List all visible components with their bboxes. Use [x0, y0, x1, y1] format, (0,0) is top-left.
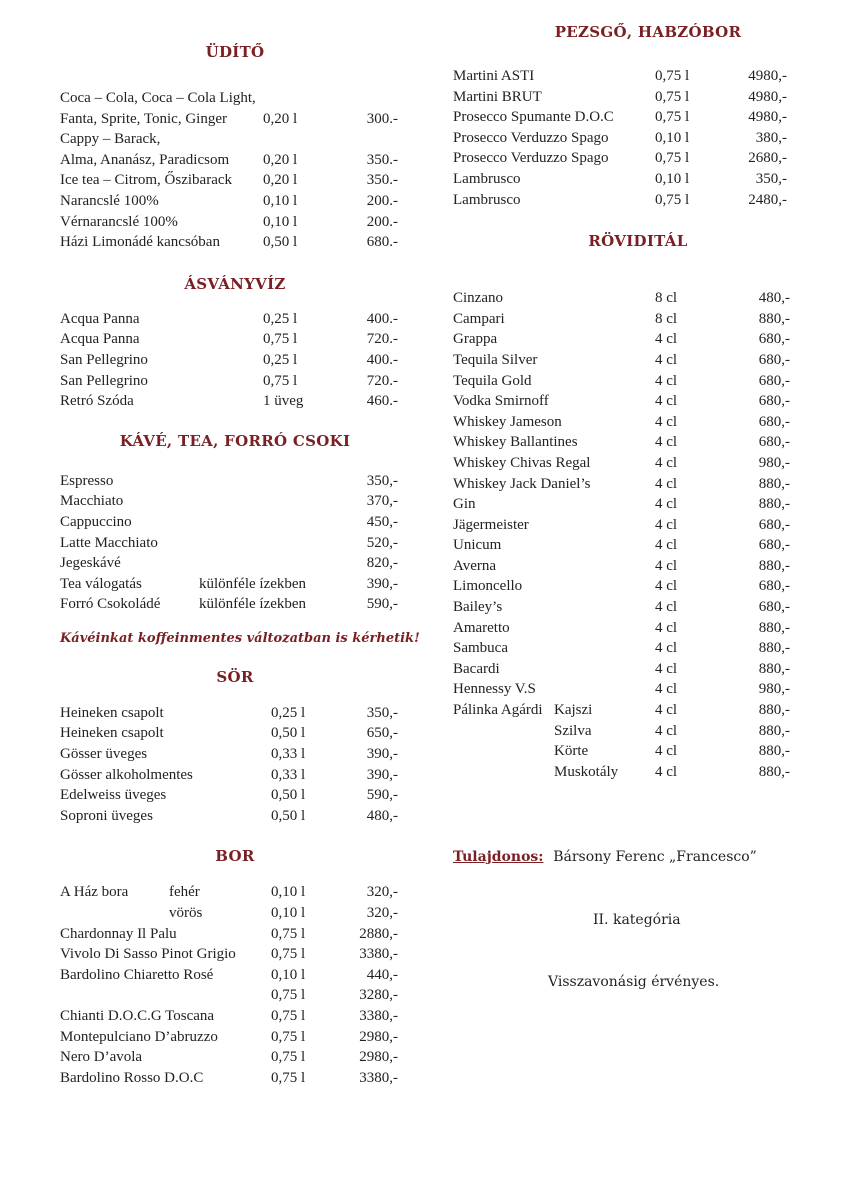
- menu-row-name: Chianti D.O.C.G Toscana: [60, 1008, 215, 1024]
- menu-row: [453, 762, 803, 783]
- menu-row-name: Prosecco Verduzzo Spago: [453, 150, 609, 167]
- menu-row-price: 880,-: [758, 640, 790, 657]
- menu-row: [453, 309, 803, 330]
- menu-row-qty: 4 cl: [655, 434, 678, 451]
- menu-row-qty: különféle ízekben: [199, 575, 307, 592]
- menu-row-qty: 0,75 l: [655, 109, 690, 126]
- menu-row-name: Vivolo Di Sasso Pinot Grigio: [60, 946, 236, 963]
- menu-row-qty: 0,10 l: [271, 884, 306, 901]
- validity-text: Visszavonásig érvényes.: [548, 974, 720, 991]
- menu-row: [60, 806, 410, 827]
- menu-row: [453, 741, 803, 762]
- menu-row-price: 980,-: [758, 681, 790, 698]
- menu-row-name: Campari: [453, 310, 505, 327]
- menu-row: [453, 597, 803, 618]
- menu-row: [453, 618, 803, 639]
- menu-row-name: Limoncello: [453, 578, 523, 595]
- menu-row-sub: Körte: [554, 743, 589, 760]
- menu-row: [60, 1006, 410, 1027]
- menu-row-name: Averna: [453, 557, 497, 574]
- menu-row-price: 200.-: [366, 192, 398, 209]
- menu-row-name: Cappuccino: [60, 513, 132, 530]
- menu-row-price: 680,-: [758, 516, 790, 533]
- menu-row-price: 200.-: [366, 213, 398, 230]
- menu-row-name: Whiskey Jack Daniel’s: [453, 475, 591, 492]
- menu-row-name: Bacardi: [453, 660, 500, 677]
- menu-row-price: 880,-: [758, 763, 790, 780]
- menu-row-price: 4980,-: [748, 109, 787, 126]
- menu-row: [60, 309, 410, 330]
- menu-row-qty: 4 cl: [655, 393, 678, 410]
- menu-row-price: 450,-: [366, 513, 398, 530]
- menu-row-name: Lambrusco: [453, 170, 521, 187]
- rovidital-heading: RÖVIDITÁL: [588, 232, 688, 251]
- menu-row: [453, 190, 803, 211]
- menu-row: [453, 515, 803, 536]
- menu-row-qty: 0,10 l: [271, 966, 306, 983]
- menu-row-price: 590,-: [366, 596, 398, 613]
- menu-row-price: 300.-: [366, 110, 398, 127]
- menu-row-qty: 4 cl: [655, 599, 678, 616]
- menu-row-name: Whiskey Chivas Regal: [453, 454, 591, 471]
- menu-row-name: Acqua Panna: [60, 310, 140, 327]
- menu-row-price: 720.-: [366, 372, 398, 389]
- menu-row: [60, 109, 410, 130]
- menu-row-qty: 0,75 l: [263, 331, 298, 348]
- menu-row: [60, 1047, 410, 1068]
- owner-label: Tulajdonos:: [453, 849, 544, 866]
- menu-row-name: Heineken csapolt: [60, 725, 164, 742]
- menu-row-name: Jegeskávé: [60, 555, 121, 572]
- menu-row-name: A Ház bora: [60, 884, 129, 901]
- menu-row-name: Jägermeister: [453, 516, 529, 533]
- menu-row: [60, 785, 410, 806]
- menu-row-name: Acqua Panna: [60, 331, 140, 348]
- menu-row: [453, 453, 803, 474]
- menu-row-qty: 4 cl: [655, 413, 678, 430]
- menu-row-qty: 0,20 l: [263, 110, 298, 127]
- menu-row-name: Soproni üveges: [60, 807, 153, 824]
- menu-row-qty: 0,75 l: [263, 372, 298, 389]
- menu-row-name: Nero D’avola: [60, 1049, 143, 1066]
- menu-row-qty: 4 cl: [655, 475, 678, 492]
- owner-name: Bársony Ferenc „Francesco”: [553, 849, 757, 866]
- menu-row-name: San Pellegrino: [60, 372, 148, 389]
- menu-row-name: Sambuca: [453, 640, 508, 657]
- menu-row-qty: 0,50 l: [263, 234, 298, 251]
- menu-row-qty: 4 cl: [655, 722, 678, 739]
- menu-row-qty: 4 cl: [655, 331, 678, 348]
- menu-row-qty: 4 cl: [655, 557, 678, 574]
- menu-row-qty: 4 cl: [655, 351, 678, 368]
- menu-row: [453, 329, 803, 350]
- menu-row-qty: 0,10 l: [655, 170, 690, 187]
- sor-heading: SÖR: [216, 667, 254, 686]
- menu-row-price: 320,-: [366, 905, 398, 922]
- menu-row-price: 880,-: [758, 496, 790, 513]
- menu-row-qty: 8 cl: [655, 290, 678, 307]
- menu-row-qty: különféle ízekben: [199, 596, 307, 613]
- menu-row: [453, 87, 803, 108]
- menu-row-price: 320,-: [366, 884, 398, 901]
- menu-row-name: Hennessy V.S: [453, 681, 536, 698]
- menu-row: [453, 350, 803, 371]
- menu-row-name: Whiskey Ballantines: [453, 434, 578, 451]
- menu-row: [453, 576, 803, 597]
- menu-row-qty: 4 cl: [655, 454, 678, 471]
- menu-row-name: Whiskey Jameson: [453, 413, 562, 430]
- menu-row-price: 4980,-: [748, 88, 787, 105]
- menu-row-price: 380,-: [755, 129, 787, 146]
- menu-row-name: Unicum: [453, 537, 502, 554]
- bor-heading: BOR: [215, 847, 255, 866]
- menu-row-price: 440,-: [366, 966, 398, 983]
- menu-row-price: 3380,-: [359, 1069, 398, 1086]
- menu-row: [453, 535, 803, 556]
- menu-row-qty: 0,25 l: [263, 351, 298, 368]
- menu-row-price: 880,-: [758, 310, 790, 327]
- menu-row-name: Bardolino Rosso D.O.C: [60, 1069, 204, 1086]
- menu-row-name: Fanta, Sprite, Tonic, Ginger: [60, 110, 227, 127]
- menu-row-price: 880,-: [758, 702, 790, 719]
- menu-row-price: 650,-: [366, 725, 398, 742]
- menu-row: [60, 391, 410, 412]
- menu-row-qty: 0,75 l: [271, 925, 306, 942]
- menu-row-price: 680,-: [758, 351, 790, 368]
- menu-row: [453, 659, 803, 680]
- menu-row-price: 2880,-: [359, 925, 398, 942]
- menu-row: [453, 371, 803, 392]
- menu-row-name: Martini BRUT: [453, 88, 542, 105]
- menu-row-qty: 0,25 l: [263, 310, 298, 327]
- menu-row: [60, 212, 410, 233]
- menu-row-sub: fehér: [169, 884, 200, 901]
- menu-row-qty: 0,75 l: [271, 946, 306, 963]
- menu-row-qty: 0,10 l: [263, 213, 298, 230]
- menu-row: [60, 533, 410, 554]
- menu-row: [60, 744, 410, 765]
- menu-row: [60, 723, 410, 744]
- menu-row-qty: 0,75 l: [271, 1069, 306, 1086]
- menu-row-name: Vodka Smirnoff: [453, 393, 549, 410]
- menu-row: [60, 150, 410, 171]
- menu-row-qty: 0,10 l: [263, 192, 298, 209]
- asvanyviz-heading: ÁSVÁNYVÍZ: [184, 274, 286, 293]
- menu-row-name: Grappa: [453, 331, 498, 348]
- menu-row-price: 390,-: [366, 575, 398, 592]
- menu-row-name: Coca – Cola, Coca – Cola Light,: [60, 90, 256, 106]
- menu-row-price: 880,-: [758, 660, 790, 677]
- menu-row-price: 480,-: [758, 290, 790, 307]
- menu-row-price: 390,-: [366, 766, 398, 783]
- menu-row-price: 680,-: [758, 372, 790, 389]
- pezsgo-heading: PEZSGŐ, HABZÓBOR: [554, 23, 742, 41]
- menu-row: [60, 944, 410, 965]
- menu-row: [453, 107, 803, 128]
- menu-row-qty: 4 cl: [655, 702, 678, 719]
- menu-row: [453, 169, 803, 190]
- menu-row-price: 350.-: [366, 172, 398, 189]
- menu-row: [453, 412, 803, 433]
- menu-row-price: 2980,-: [359, 1028, 398, 1045]
- menu-row-name: Ice tea – Citrom, Őszibarack: [60, 172, 233, 189]
- menu-row-price: 350,-: [366, 704, 398, 721]
- menu-row-qty: 4 cl: [655, 496, 678, 513]
- menu-row-price: 2980,-: [359, 1049, 398, 1066]
- menu-row-qty: 4 cl: [655, 516, 678, 533]
- menu-row: [60, 903, 410, 924]
- menu-row-price: 590,-: [366, 787, 398, 804]
- menu-row-sub: Muskotály: [554, 763, 619, 780]
- menu-row-name: San Pellegrino: [60, 351, 148, 368]
- menu-row-qty: 4 cl: [655, 743, 678, 760]
- menu-row: [60, 882, 410, 903]
- menu-row-price: 680.-: [366, 234, 398, 251]
- menu-row-price: 2480,-: [748, 191, 787, 208]
- menu-row: [453, 494, 803, 515]
- menu-row-qty: 0,75 l: [271, 1028, 306, 1045]
- menu-row: [60, 924, 410, 945]
- menu-row-name: Pálinka Agárdi: [453, 702, 543, 719]
- menu-row: [453, 391, 803, 412]
- menu-row-price: 4980,-: [748, 68, 787, 84]
- menu-row-price: 460.-: [366, 393, 398, 410]
- sor-list: [60, 703, 410, 827]
- menu-row-qty: 0,75 l: [655, 150, 690, 167]
- menu-row-qty: 0,10 l: [655, 129, 690, 146]
- menu-row-sub: Szilva: [554, 722, 592, 739]
- menu-row-price: 3380,-: [359, 1008, 398, 1024]
- menu-row: [60, 553, 410, 574]
- menu-row-name: Prosecco Spumante D.O.C: [453, 109, 614, 126]
- menu-row-name: Prosecco Verduzzo Spago: [453, 129, 609, 146]
- menu-row: [453, 679, 803, 700]
- menu-row-price: 680,-: [758, 578, 790, 595]
- menu-row: [60, 765, 410, 786]
- menu-row-qty: 4 cl: [655, 660, 678, 677]
- menu-row: [60, 170, 410, 191]
- menu-row-qty: 0,50 l: [271, 725, 306, 742]
- menu-row: [453, 700, 803, 721]
- owner-line: [453, 847, 803, 867]
- menu-row-price: 880,-: [758, 743, 790, 760]
- menu-row: [60, 129, 410, 150]
- menu-row-price: 520,-: [366, 534, 398, 551]
- menu-row-name: Edelweiss üveges: [60, 787, 167, 804]
- menu-row-qty: 4 cl: [655, 619, 678, 636]
- uditok-heading: ÜDÍTŐ: [205, 43, 265, 61]
- menu-row-qty: 0,20 l: [263, 172, 298, 189]
- menu-row-price: 980,-: [758, 454, 790, 471]
- menu-row-price: 400.-: [366, 310, 398, 327]
- menu-row-price: 3380,-: [359, 946, 398, 963]
- menu-row-qty: 4 cl: [655, 640, 678, 657]
- left-column: [60, 42, 420, 1088]
- menu-row-name: Gin: [453, 496, 476, 513]
- menu-row-qty: 0,75 l: [655, 191, 690, 208]
- menu-row-price: 350,-: [366, 472, 398, 489]
- decaf-note: Kávéinkat koffeinmentes változatban is kérhetik!: [60, 630, 420, 646]
- menu-row-name: Gösser alkoholmentes: [60, 766, 193, 783]
- bor-list: [60, 882, 410, 1088]
- menu-row-name: Macchiato: [60, 493, 124, 510]
- menu-row: [60, 350, 410, 371]
- pezsgo-list: [453, 66, 803, 210]
- menu-row-qty: 0,75 l: [655, 88, 690, 105]
- menu-row: [453, 432, 803, 453]
- menu-row: [60, 985, 410, 1006]
- menu-row: [453, 721, 803, 742]
- menu-row: [60, 329, 410, 350]
- menu-row: [453, 66, 803, 87]
- rovidital-list: [453, 288, 803, 782]
- menu-row-name: Bardolino Chiaretto Rosé: [60, 966, 214, 983]
- uditok-list: [60, 88, 410, 253]
- menu-row-price: 400.-: [366, 351, 398, 368]
- menu-row-price: 370,-: [366, 493, 398, 510]
- menu-row-qty: 0,10 l: [271, 905, 306, 922]
- menu-row: [60, 594, 410, 615]
- menu-row-price: 680,-: [758, 537, 790, 554]
- menu-row: [453, 288, 803, 309]
- right-column: [453, 22, 803, 992]
- menu-row-price: 680,-: [758, 413, 790, 430]
- menu-row-price: 880,-: [758, 619, 790, 636]
- menu-row-name: Narancslé 100%: [60, 192, 159, 209]
- menu-row-qty: 1 üveg: [263, 393, 304, 410]
- menu-row: [453, 148, 803, 169]
- menu-row-qty: 0,50 l: [271, 807, 306, 824]
- menu-row: [453, 638, 803, 659]
- menu-row: [60, 491, 410, 512]
- menu-row-qty: 0,20 l: [263, 151, 298, 168]
- menu-row-price: 680,-: [758, 331, 790, 348]
- kave-list: [60, 471, 410, 615]
- menu-row-name: Martini ASTI: [453, 68, 535, 84]
- menu-row-price: 480,-: [366, 807, 398, 824]
- menu-row-name: Gösser üveges: [60, 746, 148, 763]
- menu-row: [60, 1027, 410, 1048]
- menu-row-qty: 0,75 l: [271, 987, 306, 1004]
- menu-row-name: Lambrusco: [453, 191, 521, 208]
- menu-row-name: Bailey’s: [453, 599, 503, 616]
- menu-row: [60, 512, 410, 533]
- menu-row-name: Chardonnay Il Palu: [60, 925, 177, 942]
- menu-row: [60, 191, 410, 212]
- menu-row-price: 680,-: [758, 393, 790, 410]
- menu-row-name: Cappy – Barack,: [60, 131, 161, 148]
- menu-row-qty: 0,75 l: [271, 1049, 306, 1066]
- asvanyviz-list: [60, 309, 410, 412]
- menu-row-qty: 4 cl: [655, 681, 678, 698]
- menu-row-qty: 4 cl: [655, 763, 678, 780]
- menu-row-name: Espresso: [60, 472, 114, 489]
- menu-row: [453, 128, 803, 149]
- menu-row-price: 2680,-: [748, 150, 787, 167]
- menu-row-qty: 4 cl: [655, 537, 678, 554]
- menu-row-name: Vérnarancslé 100%: [60, 213, 178, 230]
- menu-row-sub: vörös: [169, 905, 203, 922]
- menu-row: [60, 471, 410, 492]
- category-text: II. kategória: [593, 912, 681, 929]
- menu-row-name: Latte Macchiato: [60, 534, 158, 551]
- menu-row: [60, 1068, 410, 1089]
- kave-heading: KÁVÉ, TEA, FORRÓ CSOKI: [119, 431, 351, 450]
- menu-row-qty: 0,50 l: [271, 787, 306, 804]
- menu-row-price: 880,-: [758, 557, 790, 574]
- menu-row-name: Retró Szóda: [60, 393, 134, 410]
- menu-row-name: Alma, Ananász, Paradicsom: [60, 151, 230, 168]
- menu-row-sub: Kajszi: [554, 702, 593, 719]
- menu-row-qty: 4 cl: [655, 372, 678, 389]
- menu-row-qty: 0,75 l: [655, 68, 690, 84]
- menu-row-qty: 4 cl: [655, 578, 678, 595]
- menu-row-name: Heineken csapolt: [60, 704, 164, 721]
- menu-row: [60, 703, 410, 724]
- menu-row-name: Tea válogatás: [60, 575, 142, 592]
- menu-row-price: 350,-: [755, 170, 787, 187]
- menu-row-price: 3280,-: [359, 987, 398, 1004]
- menu-row-price: 720.-: [366, 331, 398, 348]
- menu-row: [453, 474, 803, 495]
- menu-row-name: Házi Limonádé kancsóban: [60, 234, 220, 251]
- menu-row-price: 880,-: [758, 475, 790, 492]
- menu-row: [60, 88, 410, 109]
- menu-row-name: Forró Csokoládé: [60, 596, 161, 613]
- menu-row-price: 390,-: [366, 746, 398, 763]
- menu-row-price: 680,-: [758, 599, 790, 616]
- menu-row-qty: 0,33 l: [271, 766, 306, 783]
- menu-row-name: Amaretto: [453, 619, 510, 636]
- menu-row-qty: 0,75 l: [271, 1008, 306, 1024]
- menu-row-price: 680,-: [758, 434, 790, 451]
- menu-row-name: Montepulciano D’abruzzo: [60, 1028, 218, 1045]
- menu-row-qty: 0,33 l: [271, 746, 306, 763]
- menu-row-qty: 0,25 l: [271, 704, 306, 721]
- menu-row: [453, 556, 803, 577]
- menu-row-name: Tequila Gold: [453, 372, 532, 389]
- menu-row: [60, 574, 410, 595]
- menu-row-name: Cinzano: [453, 290, 503, 307]
- menu-row-price: 820,-: [366, 555, 398, 572]
- menu-row-price: 880,-: [758, 722, 790, 739]
- menu-row-qty: 8 cl: [655, 310, 678, 327]
- menu-row-name: Tequila Silver: [453, 351, 538, 368]
- menu-row: [60, 232, 410, 253]
- menu-row-price: 350.-: [366, 151, 398, 168]
- menu-row: [60, 965, 410, 986]
- menu-row: [60, 371, 410, 392]
